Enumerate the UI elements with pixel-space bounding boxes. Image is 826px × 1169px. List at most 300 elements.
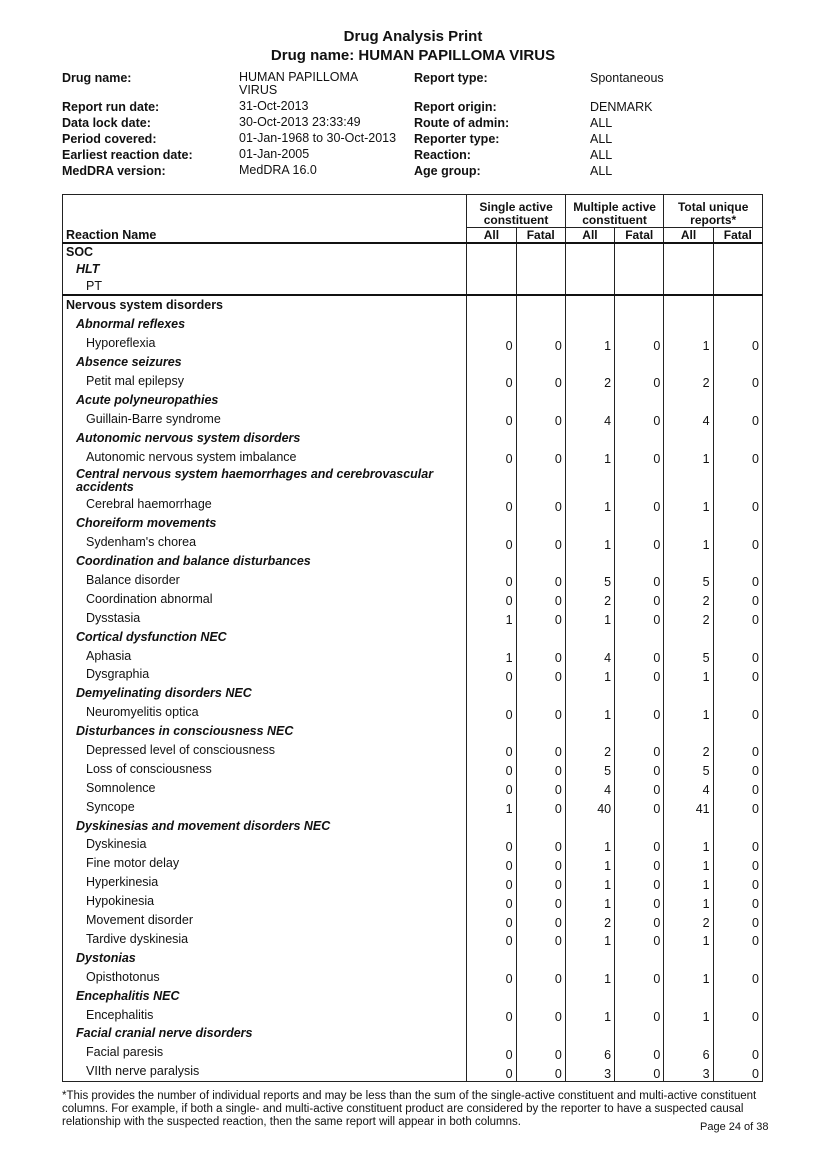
- pt-name: Syncope: [63, 797, 467, 816]
- hlt-row: [63, 722, 763, 741]
- cell-total-fatal: [713, 948, 762, 967]
- cell-total-fatal: 0: [713, 1005, 762, 1024]
- cell-single-all: [467, 1024, 516, 1043]
- hlt-name: Autonomic nervous system disorders: [63, 428, 467, 447]
- hlt-name: Coordination and balance disturbances: [63, 552, 467, 571]
- table-row: [63, 646, 763, 665]
- cell-total-fatal: 0: [713, 1062, 762, 1081]
- cell-single-all: 0: [467, 778, 516, 797]
- cell-single-fatal: 0: [516, 759, 565, 778]
- hlt-name: Dyskinesias and movement disorders NEC: [63, 816, 467, 835]
- cell-single-fatal: [516, 627, 565, 646]
- cell-single-fatal: 0: [516, 911, 565, 930]
- cell-total-fatal: 0: [713, 741, 762, 760]
- hlt-name: Demyelinating disorders NEC: [63, 684, 467, 703]
- cell-multi-fatal: [615, 466, 664, 495]
- pt-name: Tardive dyskinesia: [63, 930, 467, 949]
- cell-multi-all: 40: [565, 797, 614, 816]
- cell-single-fatal: [516, 514, 565, 533]
- cell-total-fatal: 0: [713, 797, 762, 816]
- cell-multi-fatal: 0: [615, 495, 664, 514]
- cell-total-all: 2: [664, 589, 713, 608]
- cell-total-fatal: 0: [713, 930, 762, 949]
- pt-name: Opisthotonus: [63, 967, 467, 986]
- cell-multi-fatal: 0: [615, 703, 664, 722]
- cell-single-all: 0: [467, 854, 516, 873]
- cell-multi-all: 1: [565, 703, 614, 722]
- cell-multi-all: [565, 428, 614, 447]
- cell-total-fatal: 0: [713, 703, 762, 722]
- run-date-value: 31-Oct-2013: [239, 99, 309, 113]
- pt-name: Dysgraphia: [63, 665, 467, 684]
- cell-total-all: 5: [664, 646, 713, 665]
- cell-total-fatal: 0: [713, 533, 762, 552]
- cell-multi-fatal: [615, 552, 664, 571]
- cell-multi-fatal: [615, 514, 664, 533]
- col-group-single: Single active constituent: [467, 195, 566, 228]
- cell-single-all: 0: [467, 703, 516, 722]
- cell-total-fatal: [713, 722, 762, 741]
- hlt-row: [63, 466, 763, 495]
- pt-name: Dysstasia: [63, 608, 467, 627]
- cell-multi-all: 1: [565, 930, 614, 949]
- cell-multi-all: 5: [565, 571, 614, 590]
- cell-multi-all: [565, 986, 614, 1005]
- cell-total-fatal: [713, 816, 762, 835]
- cell-total-fatal: 0: [713, 665, 762, 684]
- cell-multi-all: 4: [565, 409, 614, 428]
- cell-multi-all: [565, 315, 614, 334]
- cell-multi-all: [565, 353, 614, 372]
- cell-multi-all: 1: [565, 967, 614, 986]
- run-date-label: Report run date:: [62, 100, 160, 114]
- cell-single-fatal: 0: [516, 778, 565, 797]
- cell-multi-all: 2: [565, 589, 614, 608]
- cell-single-fatal: [516, 1024, 565, 1043]
- cell-total-fatal: [713, 627, 762, 646]
- table-row: [63, 797, 763, 816]
- hlt-name: Cortical dysfunction NEC: [63, 627, 467, 646]
- cell-single-fatal: 0: [516, 1005, 565, 1024]
- table-row: [63, 1062, 763, 1081]
- lock-date-label: Data lock date:: [62, 116, 151, 130]
- cell-single-all: 0: [467, 533, 516, 552]
- cell-total-fatal: 0: [713, 759, 762, 778]
- cell-total-all: [664, 315, 713, 334]
- cell-total-all: 2: [664, 911, 713, 930]
- pt-name: Dyskinesia: [63, 835, 467, 854]
- table-row: [63, 334, 763, 353]
- hlt-row: [63, 514, 763, 533]
- pt-name: Movement disorder: [63, 911, 467, 930]
- soc-name: Nervous system disorders: [63, 295, 467, 315]
- cell-multi-all: 4: [565, 646, 614, 665]
- cell-total-all: 1: [664, 892, 713, 911]
- cell-total-all: 1: [664, 334, 713, 353]
- pt-name: Depressed level of consciousness: [63, 741, 467, 760]
- cell-single-all: 0: [467, 571, 516, 590]
- legend-pt: PT: [63, 277, 467, 295]
- cell-single-fatal: [516, 466, 565, 495]
- table-row: [63, 589, 763, 608]
- cell-multi-all: [565, 514, 614, 533]
- cell-multi-all: 1: [565, 835, 614, 854]
- table-row: [63, 608, 763, 627]
- cell-single-fatal: [516, 315, 565, 334]
- cell-multi-all: 1: [565, 854, 614, 873]
- cell-total-all: [664, 390, 713, 409]
- cell-multi-fatal: 0: [615, 797, 664, 816]
- meddra-value: MedDRA 16.0: [239, 163, 317, 177]
- cell-multi-all: 1: [565, 608, 614, 627]
- cell-single-all: [467, 986, 516, 1005]
- cell-total-fatal: [713, 353, 762, 372]
- cell-total-all: [664, 514, 713, 533]
- cell-multi-all: 1: [565, 665, 614, 684]
- legend-soc: SOC: [63, 243, 467, 260]
- report-type-label: Report type:: [414, 71, 488, 85]
- cell-multi-fatal: 0: [615, 892, 664, 911]
- cell-single-all: [467, 816, 516, 835]
- cell-multi-fatal: [615, 986, 664, 1005]
- cell-single-all: 1: [467, 646, 516, 665]
- cell-total-fatal: [713, 1024, 762, 1043]
- pt-name: Aphasia: [63, 646, 467, 665]
- cell-multi-fatal: 0: [615, 447, 664, 466]
- pt-name: Autonomic nervous system imbalance: [63, 447, 467, 466]
- cell-total-fatal: [713, 514, 762, 533]
- cell-single-fatal: 0: [516, 1062, 565, 1081]
- pt-name: Petit mal epilepsy: [63, 372, 467, 391]
- pt-name: Coordination abnormal: [63, 589, 467, 608]
- hlt-name: Abnormal reflexes: [63, 315, 467, 334]
- cell-total-fatal: 0: [713, 409, 762, 428]
- table-row: [63, 1005, 763, 1024]
- cell-total-fatal: [713, 552, 762, 571]
- cell-total-all: [664, 684, 713, 703]
- cell-multi-fatal: 0: [615, 1043, 664, 1062]
- hlt-row: [63, 390, 763, 409]
- cell-single-fatal: 0: [516, 967, 565, 986]
- pt-name: Hyporeflexia: [63, 334, 467, 353]
- cell-multi-fatal: [615, 315, 664, 334]
- cell-multi-all: 1: [565, 533, 614, 552]
- cell-multi-fatal: [615, 816, 664, 835]
- cell-multi-fatal: [615, 684, 664, 703]
- cell-multi-all: 2: [565, 911, 614, 930]
- report-title: Drug Analysis Print: [343, 28, 483, 45]
- origin-value: DENMARK: [590, 100, 653, 114]
- cell-single-all: [467, 948, 516, 967]
- cell-total-all: 1: [664, 930, 713, 949]
- col-multi-fatal: Fatal: [615, 228, 664, 244]
- cell-total-all: 4: [664, 409, 713, 428]
- cell-single-all: 0: [467, 967, 516, 986]
- reporter-label: Reporter type:: [414, 132, 500, 146]
- cell-total-fatal: 0: [713, 911, 762, 930]
- cell-multi-fatal: 0: [615, 571, 664, 590]
- age-label: Age group:: [414, 164, 481, 178]
- hlt-row: [63, 315, 763, 334]
- cell-multi-fatal: [615, 428, 664, 447]
- cell-total-fatal: [713, 390, 762, 409]
- cell-single-fatal: 0: [516, 665, 565, 684]
- cell-single-all: 0: [467, 911, 516, 930]
- reaction-label: Reaction:: [414, 148, 471, 162]
- table-row: [63, 759, 763, 778]
- cell-total-fatal: 0: [713, 495, 762, 514]
- cell-total-fatal: 0: [713, 372, 762, 391]
- cell-multi-all: [565, 1024, 614, 1043]
- route-label: Route of admin:: [414, 116, 510, 130]
- cell-single-all: [467, 428, 516, 447]
- table-row: [63, 911, 763, 930]
- cell-multi-all: [565, 627, 614, 646]
- cell-single-fatal: 0: [516, 589, 565, 608]
- pt-name: Hyperkinesia: [63, 873, 467, 892]
- pt-name: Loss of consciousness: [63, 759, 467, 778]
- cell-single-all: 0: [467, 873, 516, 892]
- cell-total-all: 41: [664, 797, 713, 816]
- hlt-row: [63, 948, 763, 967]
- cell-single-fatal: 0: [516, 334, 565, 353]
- cell-multi-fatal: 0: [615, 1062, 664, 1081]
- cell-total-all: [664, 986, 713, 1005]
- cell-multi-all: [565, 552, 614, 571]
- cell-single-all: 0: [467, 1062, 516, 1081]
- cell-total-all: [664, 428, 713, 447]
- reporter-value: ALL: [590, 132, 613, 146]
- cell-multi-fatal: 0: [615, 665, 664, 684]
- table-row: [63, 571, 763, 590]
- cell-multi-fatal: 0: [615, 873, 664, 892]
- cell-single-fatal: 0: [516, 703, 565, 722]
- cell-multi-fatal: 0: [615, 646, 664, 665]
- age-value: ALL: [590, 164, 613, 178]
- cell-total-all: 3: [664, 1062, 713, 1081]
- cell-single-fatal: 0: [516, 495, 565, 514]
- cell-multi-fatal: 0: [615, 608, 664, 627]
- pt-name: Fine motor delay: [63, 854, 467, 873]
- hlt-row: [63, 816, 763, 835]
- cell-multi-fatal: [615, 353, 664, 372]
- cell-multi-fatal: 0: [615, 911, 664, 930]
- cell-total-all: 6: [664, 1043, 713, 1062]
- cell-total-fatal: [713, 986, 762, 1005]
- cell-single-fatal: [516, 948, 565, 967]
- cell-single-fatal: 0: [516, 741, 565, 760]
- cell-total-fatal: 0: [713, 571, 762, 590]
- cell-total-all: 1: [664, 1005, 713, 1024]
- cell-multi-fatal: [615, 722, 664, 741]
- cell-multi-all: 1: [565, 334, 614, 353]
- cell-total-all: 1: [664, 967, 713, 986]
- table-row: [63, 533, 763, 552]
- cell-multi-all: 1: [565, 892, 614, 911]
- cell-total-fatal: 0: [713, 967, 762, 986]
- table-row: [63, 741, 763, 760]
- cell-single-fatal: 0: [516, 646, 565, 665]
- cell-multi-all: [565, 816, 614, 835]
- cell-total-all: 1: [664, 835, 713, 854]
- table-row: [63, 447, 763, 466]
- pt-name: Somnolence: [63, 778, 467, 797]
- table-row: [63, 854, 763, 873]
- hlt-name: Acute polyneuropathies: [63, 390, 467, 409]
- cell-single-all: [467, 315, 516, 334]
- cell-total-all: [664, 722, 713, 741]
- cell-single-fatal: [516, 816, 565, 835]
- cell-single-all: 0: [467, 892, 516, 911]
- cell-multi-all: [565, 722, 614, 741]
- cell-single-all: 1: [467, 608, 516, 627]
- cell-total-fatal: [713, 466, 762, 495]
- cell-multi-all: [565, 390, 614, 409]
- table-row: [63, 409, 763, 428]
- cell-total-all: [664, 948, 713, 967]
- cell-multi-all: 1: [565, 447, 614, 466]
- cell-single-fatal: 0: [516, 854, 565, 873]
- col-reaction-name: Reaction Name: [63, 195, 467, 244]
- cell-multi-all: 2: [565, 372, 614, 391]
- cell-total-all: 4: [664, 778, 713, 797]
- period-value: 01-Jan-1968 to 30-Oct-2013: [239, 131, 397, 145]
- pt-name: Sydenham's chorea: [63, 533, 467, 552]
- drug-name-label: Drug name:: [62, 71, 132, 85]
- cell-single-all: 0: [467, 759, 516, 778]
- cell-total-all: 1: [664, 495, 713, 514]
- hlt-name: Dystonias: [63, 948, 467, 967]
- page-number: Page 24 of 38: [700, 1121, 769, 1133]
- table-row: [63, 778, 763, 797]
- reaction-table: [62, 194, 763, 1082]
- cell-total-all: [664, 1024, 713, 1043]
- cell-total-fatal: 0: [713, 646, 762, 665]
- earliest-label: Earliest reaction date:: [62, 148, 193, 162]
- cell-single-fatal: 0: [516, 930, 565, 949]
- hlt-row: [63, 627, 763, 646]
- hlt-row: [63, 1024, 763, 1043]
- cell-multi-all: 5: [565, 759, 614, 778]
- cell-total-all: 2: [664, 372, 713, 391]
- cell-total-all: [664, 552, 713, 571]
- cell-single-all: [467, 353, 516, 372]
- cell-total-all: 2: [664, 608, 713, 627]
- table-row: [63, 967, 763, 986]
- cell-single-all: [467, 722, 516, 741]
- cell-single-fatal: 0: [516, 892, 565, 911]
- cell-single-all: [467, 514, 516, 533]
- cell-total-all: [664, 353, 713, 372]
- hlt-row: [63, 986, 763, 1005]
- cell-total-fatal: 0: [713, 608, 762, 627]
- cell-single-all: 0: [467, 741, 516, 760]
- cell-single-all: 0: [467, 930, 516, 949]
- cell-total-all: 1: [664, 533, 713, 552]
- cell-multi-fatal: 0: [615, 967, 664, 986]
- col-group-total: Total unique reports*: [664, 195, 763, 228]
- table-row: [63, 703, 763, 722]
- cell-multi-fatal: 0: [615, 334, 664, 353]
- cell-multi-fatal: [615, 627, 664, 646]
- cell-total-fatal: [713, 315, 762, 334]
- cell-multi-fatal: 0: [615, 589, 664, 608]
- cell-single-all: [467, 390, 516, 409]
- pt-name: Cerebral haemorrhage: [63, 495, 467, 514]
- cell-single-all: 0: [467, 495, 516, 514]
- cell-single-all: 0: [467, 1005, 516, 1024]
- cell-total-all: 1: [664, 665, 713, 684]
- cell-multi-all: [565, 466, 614, 495]
- col-total-fatal: Fatal: [713, 228, 762, 244]
- meddra-label: MedDRA version:: [62, 164, 166, 178]
- col-total-all: All: [664, 228, 713, 244]
- cell-total-all: [664, 466, 713, 495]
- cell-single-fatal: 0: [516, 835, 565, 854]
- cell-single-all: 0: [467, 835, 516, 854]
- hlt-name: Encephalitis NEC: [63, 986, 467, 1005]
- cell-multi-fatal: [615, 1024, 664, 1043]
- hlt-name: Disturbances in consciousness NEC: [63, 722, 467, 741]
- hlt-row: [63, 353, 763, 372]
- cell-total-fatal: 0: [713, 589, 762, 608]
- cell-single-fatal: 0: [516, 533, 565, 552]
- cell-multi-all: [565, 948, 614, 967]
- cell-multi-fatal: [615, 390, 664, 409]
- cell-total-all: [664, 816, 713, 835]
- cell-total-fatal: 0: [713, 1043, 762, 1062]
- cell-multi-fatal: [615, 948, 664, 967]
- table-row: [63, 665, 763, 684]
- col-single-fatal: Fatal: [516, 228, 565, 244]
- reaction-value: ALL: [590, 148, 613, 162]
- pt-name: Hypokinesia: [63, 892, 467, 911]
- pt-name: Encephalitis: [63, 1005, 467, 1024]
- cell-single-fatal: [516, 428, 565, 447]
- cell-single-all: 1: [467, 797, 516, 816]
- cell-total-all: 5: [664, 759, 713, 778]
- cell-single-fatal: 0: [516, 447, 565, 466]
- cell-single-all: [467, 627, 516, 646]
- legend-hlt: HLT: [63, 260, 467, 277]
- cell-total-all: 5: [664, 571, 713, 590]
- cell-single-fatal: 0: [516, 571, 565, 590]
- table-row: [63, 873, 763, 892]
- pt-name: VIIth nerve paralysis: [63, 1062, 467, 1081]
- cell-single-all: 0: [467, 1043, 516, 1062]
- table-row: [63, 892, 763, 911]
- cell-single-all: 0: [467, 665, 516, 684]
- lock-date-value: 30-Oct-2013 23:33:49: [239, 115, 361, 129]
- table-row: [63, 372, 763, 391]
- cell-single-fatal: 0: [516, 608, 565, 627]
- table-row: [63, 1043, 763, 1062]
- cell-single-fatal: [516, 722, 565, 741]
- cell-single-fatal: 0: [516, 797, 565, 816]
- origin-label: Report origin:: [414, 100, 497, 114]
- cell-total-fatal: 0: [713, 334, 762, 353]
- cell-single-fatal: [516, 390, 565, 409]
- cell-multi-fatal: 0: [615, 778, 664, 797]
- cell-single-fatal: 0: [516, 409, 565, 428]
- cell-total-all: 1: [664, 873, 713, 892]
- hlt-name: Choreiform movements: [63, 514, 467, 533]
- cell-total-all: 2: [664, 741, 713, 760]
- route-value: ALL: [590, 116, 613, 130]
- hlt-row: [63, 428, 763, 447]
- cell-multi-all: 2: [565, 741, 614, 760]
- cell-single-fatal: 0: [516, 873, 565, 892]
